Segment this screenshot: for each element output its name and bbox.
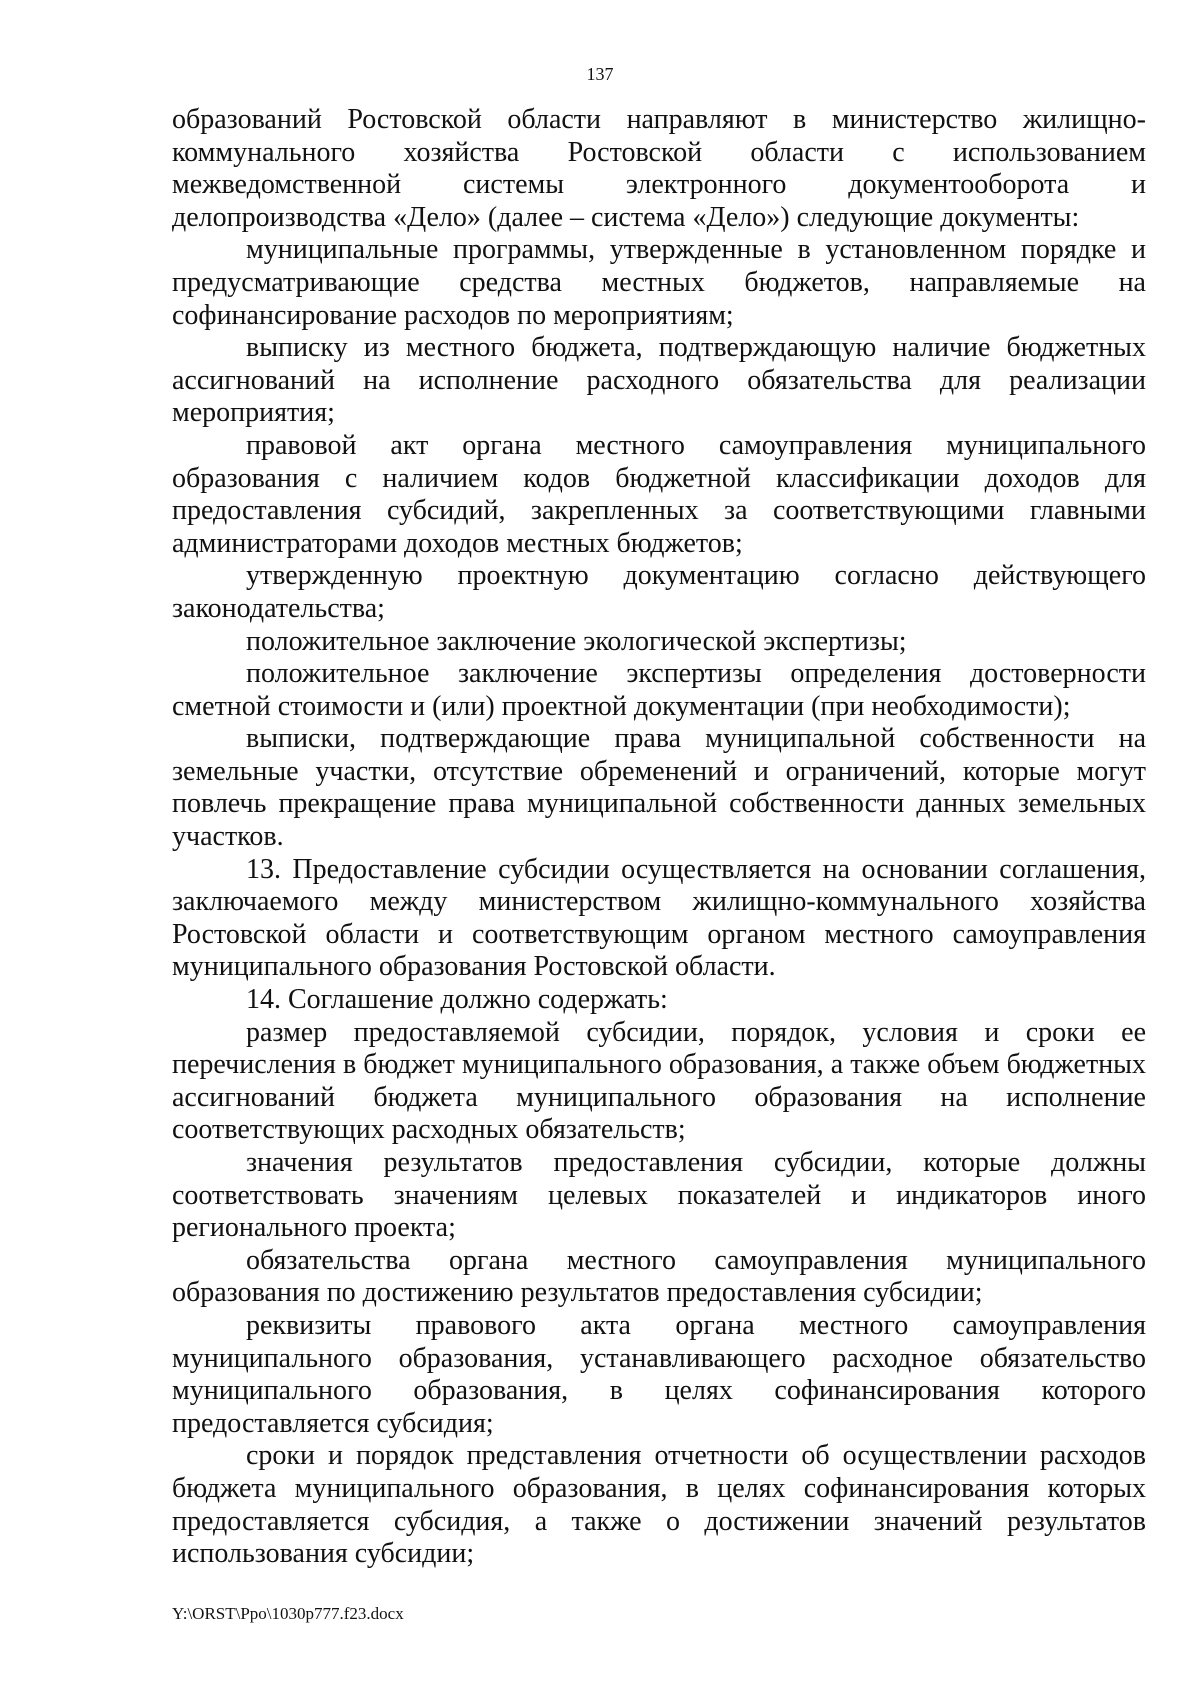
paragraph: положительное заключение экспертизы определения достоверности сметной стоимости и (или) проектной документации (при необходимости); <box>172 658 1146 722</box>
paragraph: размер предоставляемой субсидии, порядок, условия и сроки ее перечисления в бюджет муниципального образования, а также объем бюджетных ассигнований бюджета муниципального образования на исполнение соответствующих расходных обязательств; <box>172 1016 1146 1146</box>
paragraph: правовой акт органа местного самоуправления муниципального образования с наличием кодов бюджетной классификации доходов для предоставления субсидий, закрепленных за соответствующими главными администраторами доходов местных бюджетов; <box>172 429 1146 559</box>
paragraph: положительное заключение экологической экспертизы; <box>246 625 907 657</box>
paragraph: 14. Соглашение должно содержать: <box>246 984 668 1016</box>
paragraph: выписку из местного бюджета, подтверждающую наличие бюджетных ассигнований на исполнение расходного обязательства для реализации мероприятия; <box>172 332 1146 429</box>
paragraph: сроки и порядок представления отчетности об осуществлении расходов бюджета муниципального образования, в целях софинансирования которых предоставляется субсидия, а также о достижении значений результатов использования субсидии; <box>172 1440 1146 1570</box>
paragraph: образований Ростовской области направляют в министерство жилищно-коммунального хозяйства Ростовской области с использованием межведомственной системы электронного документооборота и делопроизводства «Дело» (далее – система «Дело») следующие документы: <box>172 104 1146 233</box>
paragraph: 13. Предоставление субсидии осуществляется на основании соглашения, заключаемого между министерством жилищно-коммунального хозяйства Ростовской области и соответствующим органом местного самоуправления муниципального образования Ростовской области. <box>172 853 1146 983</box>
paragraph: реквизиты правового акта органа местного самоуправления муниципального образования, устанавливающего расходное обязательство муниципального образования, в целях софинансирования которого предоставляется субсидия; <box>172 1309 1146 1439</box>
paragraph: муниципальные программы, утвержденные в установленном порядке и предусматривающие средства местных бюджетов, направляемые на софинансирование расходов по мероприятиям; <box>172 234 1146 331</box>
paragraph: обязательства органа местного самоуправления муниципального образования по достижению результатов предоставления субсидии; <box>172 1244 1146 1309</box>
page-number: 137 <box>586 64 614 84</box>
document-body <box>172 104 1146 1571</box>
paragraph: значения результатов предоставления субсидии, которые должны соответствовать значениям целевых показателей и индикаторов иного регионального проекта; <box>172 1147 1146 1244</box>
paragraph: утвержденную проектную документацию согласно действующего законодательства; <box>172 560 1146 624</box>
footer-file-path: Y:\ORST\Ppo\1030p777.f23.docx <box>172 1604 404 1623</box>
paragraph: выписки, подтверждающие права муниципальной собственности на земельные участки, отсутствие обременений и ограничений, которые могут повлечь прекращение права муниципальной собственности данных земельных участков. <box>172 723 1146 853</box>
